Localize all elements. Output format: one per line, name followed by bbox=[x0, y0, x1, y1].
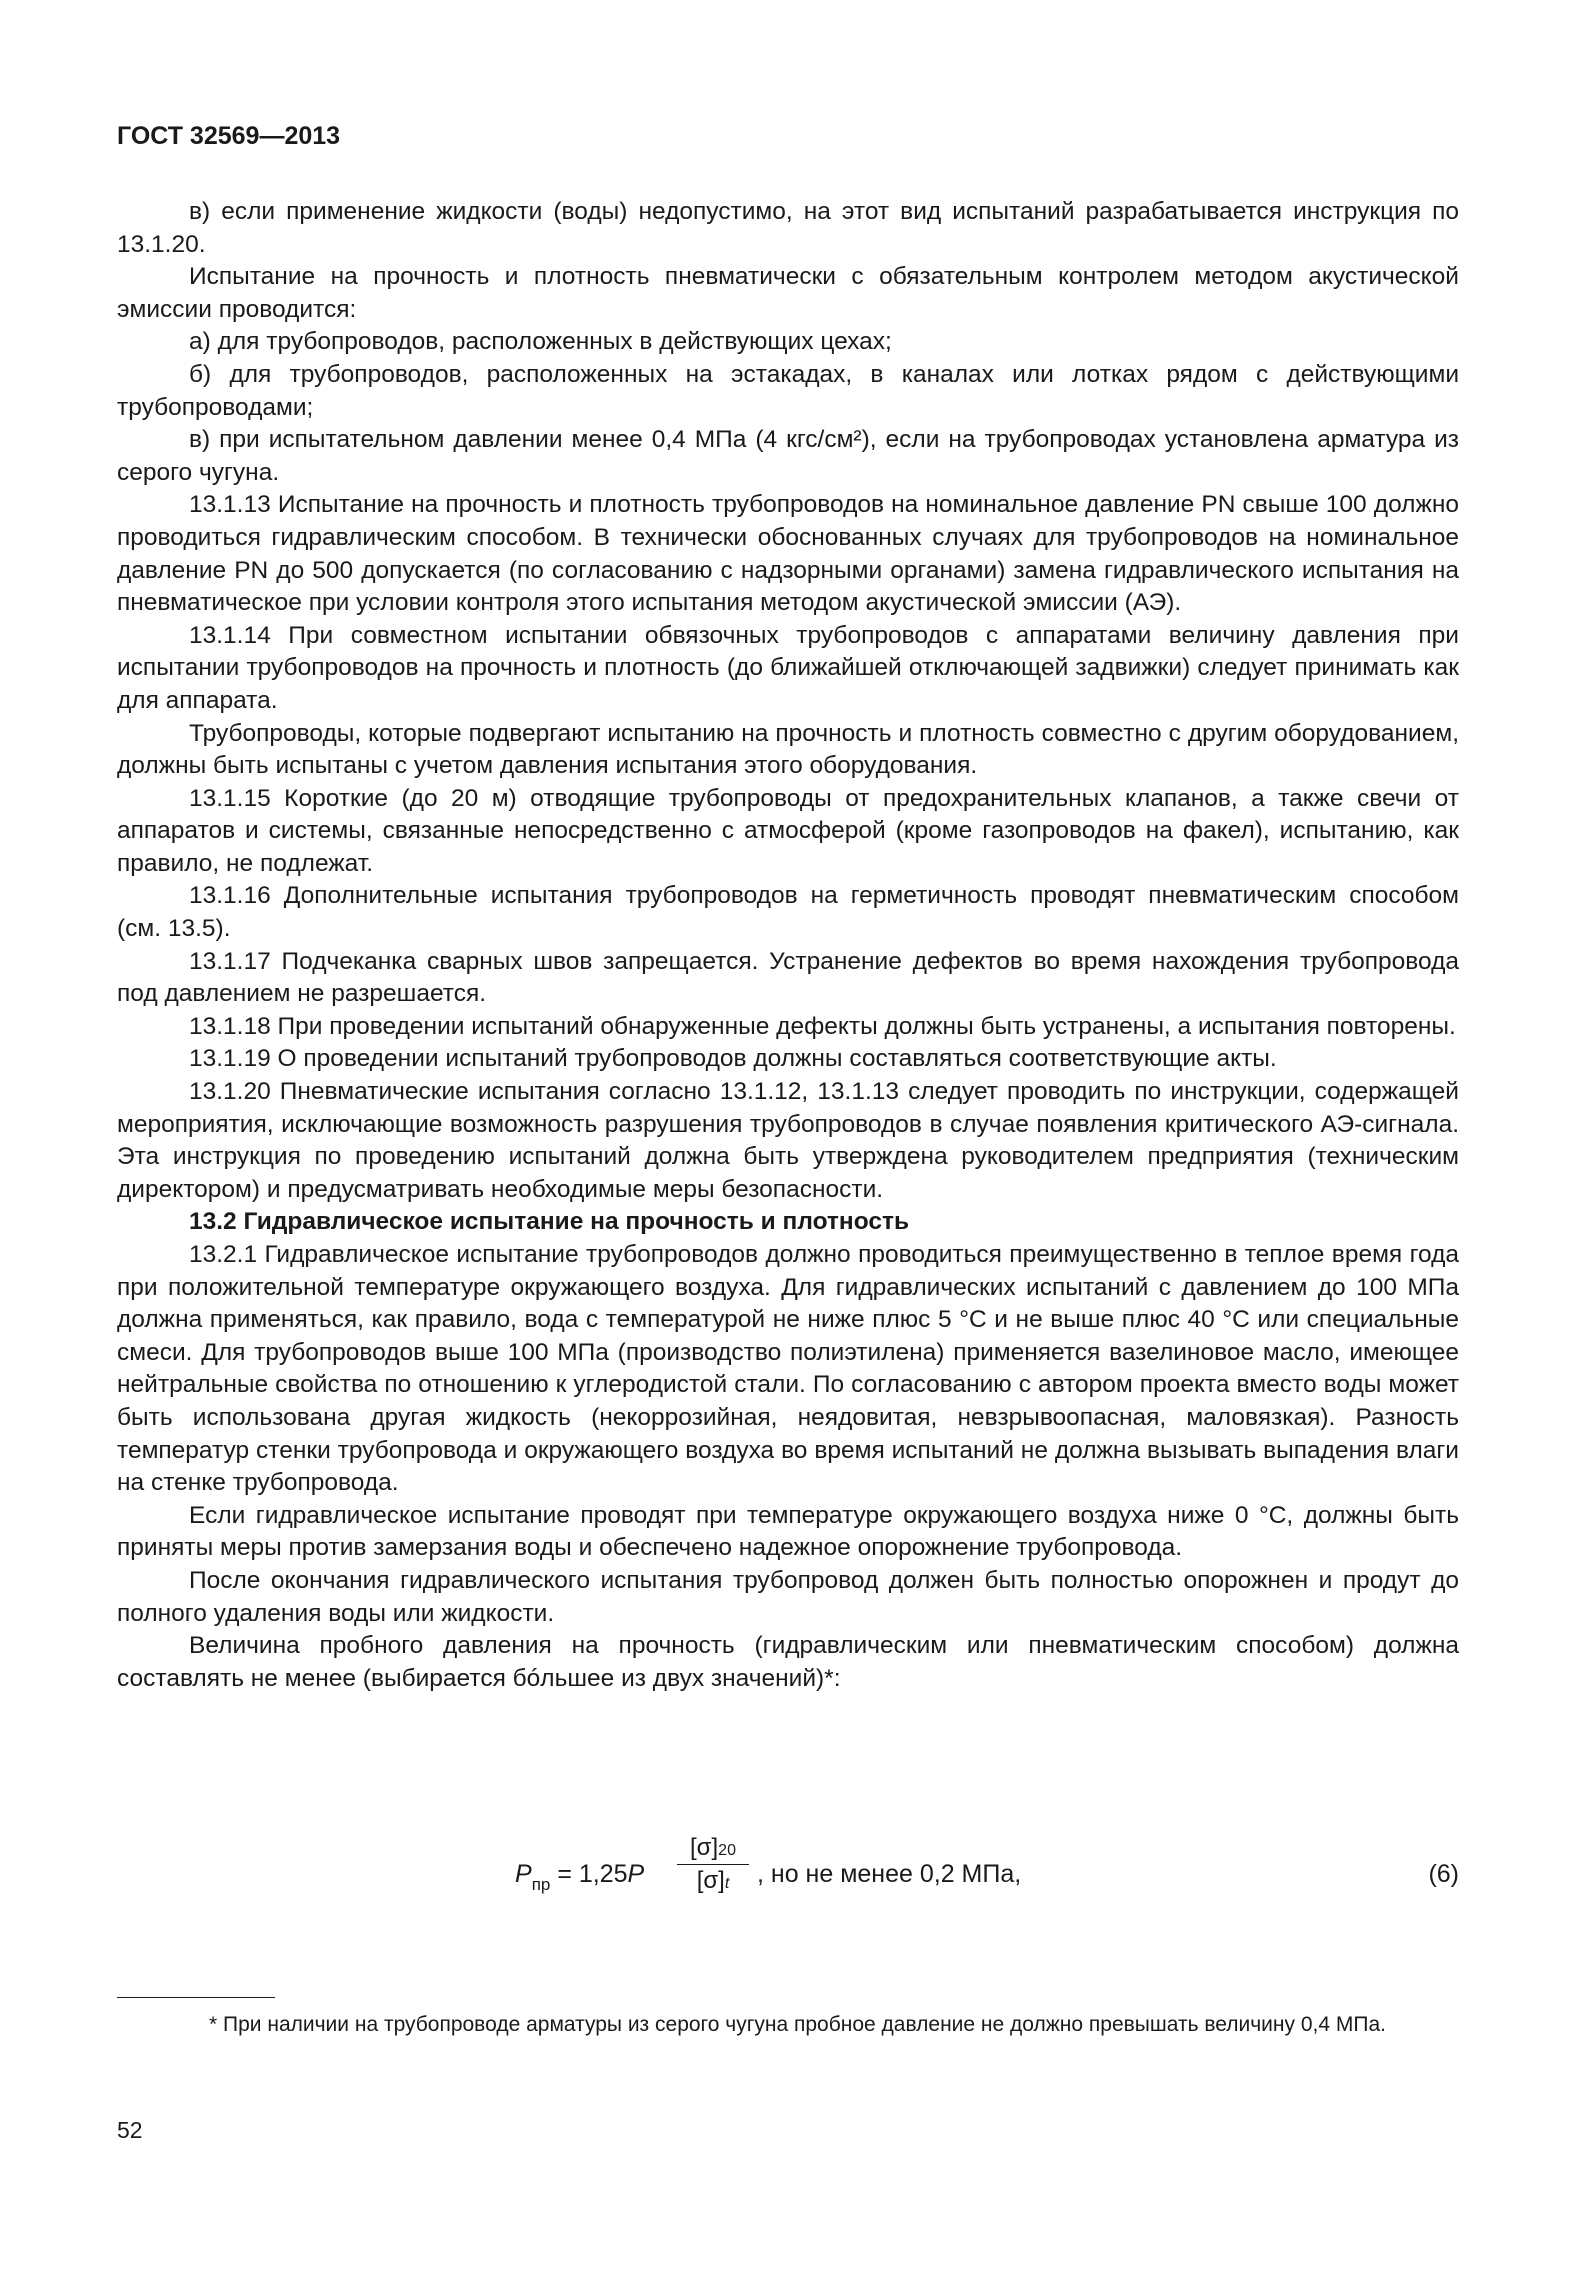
fraction-numerator bbox=[677, 1834, 749, 1865]
paragraph: б) для трубопроводов, расположенных на эстакадах, в каналах или лотках рядом с действующими трубопроводами; bbox=[117, 360, 1459, 421]
paragraph: 13.1.20 Пневматические испытания согласно 13.1.12, 13.1.13 следует проводить по инструкции, содержащей мероприятия, исключающие возможность разрушения трубопроводов в случае появления критического АЭ-сигнала. Эта инструкция по проведению испытаний должна быть утверждена руководителем предприятия (техническим директором) и предусматривать необходимые меры безопасности. bbox=[117, 1078, 1459, 1203]
numerator-subscript: 20 bbox=[718, 1842, 736, 1859]
paragraph: 13.2.1 Гидравлическое испытание трубопроводов должно проводиться преимущественно в теплое время года при положительной температуре окружающего воздуха. Для гидравлических испытаний с давлением до 100 МПа должна применяться, как правило, вода с температурой не ниже плюс 5 °С и не выше плюс 40 °С или специальные смеси. Для трубопроводов выше 100 МПа (производство полиэтилена) применяется вазелиновое масло, имеющее нейтральные свойства по отношению к углеродистой стали. По согласованию с автором проекта вместо воды может быть использована другая жидкость (некоррозийная, неядовитая, невзрывоопасная, маловязкая). Разность температур стенки трубопровода и окружающего воздуха во время испытаний не должна вызывать выпадения влаги на стенке трубопровода. bbox=[117, 1241, 1459, 1497]
document-header: ГОСТ 32569—2013 bbox=[117, 122, 341, 150]
paragraph: 13.1.15 Короткие (до 20 м) отводящие трубопроводы от предохранительных клапанов, а также свечи от аппаратов и системы, связанные непосредственно с атмосферой (кроме газопроводов на факел), испытанию, как правило, не подлежат. bbox=[117, 784, 1459, 877]
denominator-subscript: t bbox=[724, 1875, 730, 1892]
paragraph: а) для трубопроводов, расположенных в действующих цехах; bbox=[189, 328, 892, 356]
section-heading: 13.2 Гидравлическое испытание на прочность и плотность bbox=[189, 1208, 910, 1236]
paragraph: 13.1.14 При совместном испытании обвязочных трубопроводов с аппаратами величину давления при испытании трубопроводов на прочность и плотность (до ближайшей отключающей задвижки) следует принимать как для аппарата. bbox=[117, 621, 1459, 714]
formula-subscript: пр bbox=[531, 1875, 551, 1894]
paragraph: Трубопроводы, которые подвергают испытанию на прочность и плотность совместно с другим оборудованием, должны быть испытаны с учетом давления испытания этого оборудования. bbox=[117, 719, 1459, 780]
numerator-symbol: [σ] bbox=[690, 1834, 719, 1861]
formula-symbol-p: P bbox=[515, 1860, 532, 1888]
paragraph: Если гидравлическое испытание проводят при температуре окружающего воздуха ниже 0 °С, должны быть приняты меры против замерзания воды и обеспечено надежное опорожнение трубопровода. bbox=[117, 1501, 1459, 1562]
page-number: 52 bbox=[117, 2117, 143, 2143]
formula-symbol-p-rhs: P bbox=[627, 1860, 645, 1888]
paragraph: После окончания гидравлического испытания трубопровод должен быть полностью опорожнен и продут до полного удаления воды или жидкости. bbox=[117, 1566, 1459, 1627]
denominator-symbol: [σ] bbox=[696, 1867, 725, 1894]
paragraph: в) при испытательном давлении менее 0,4 МПа (4 кгс/см²), если на трубопроводах установлена арматура из серого чугуна. bbox=[117, 426, 1459, 486]
paragraph: в) если применение жидкости (воды) недопустимо, на этот вид испытаний разрабатывается инструкция по 13.1.20. bbox=[117, 198, 1459, 258]
formula-fraction bbox=[677, 1834, 749, 1895]
paragraph: 13.1.13 Испытание на прочность и плотность трубопроводов на номинальное давление PN свыше 100 должно проводиться гидравлическим способом. В технически обоснованных случаях для трубопроводов на номинальное давление PN до 500 допускается (по согласованию с надзорными органами) замена гидравлического испытания на пневматическое при условии контроля этого испытания методом акустической эмиссии (АЭ). bbox=[117, 491, 1459, 617]
paragraph: 13.1.19 О проведении испытаний трубопроводов должны составляться соответствующие акты. bbox=[189, 1045, 1277, 1073]
formula-coefficient: = 1,25 bbox=[557, 1860, 628, 1888]
paragraph: Величина пробного давления на прочность (гидравлическим или пневматическим способом) должна составлять не менее (выбирается бóльшее из двух значений)*: bbox=[117, 1632, 1459, 1692]
formula-6 bbox=[117, 1830, 1459, 1910]
formula-number: (6) bbox=[1428, 1860, 1459, 1888]
paragraph: 13.1.17 Подчеканка сварных швов запрещается. Устранение дефектов во время нахождения трубопровода под давлением не разрешается. bbox=[117, 947, 1459, 1008]
footnote bbox=[117, 2010, 1459, 2040]
fraction-denominator bbox=[677, 1865, 749, 1895]
footnote-divider bbox=[117, 1997, 275, 1998]
document-body bbox=[117, 196, 1459, 1695]
formula-lhs bbox=[515, 1860, 645, 1894]
paragraph: Испытание на прочность и плотность пневматически с обязательным контролем методом акустической эмиссии проводится: bbox=[117, 263, 1459, 323]
formula-condition: , но не менее 0,2 МПа, bbox=[757, 1860, 1022, 1888]
paragraph: 13.1.16 Дополнительные испытания трубопроводов на герметичность проводят пневматическим способом (см. 13.5). bbox=[117, 882, 1459, 943]
paragraph: 13.1.18 При проведении испытаний обнаруженные дефекты должны быть устранены, а испытания повторены. bbox=[189, 1012, 1456, 1040]
footnote-text: * При наличии на трубопроводе арматуры из серого чугуна пробное давление не должно превышать величину 0,4 МПа. bbox=[209, 2013, 1386, 2036]
